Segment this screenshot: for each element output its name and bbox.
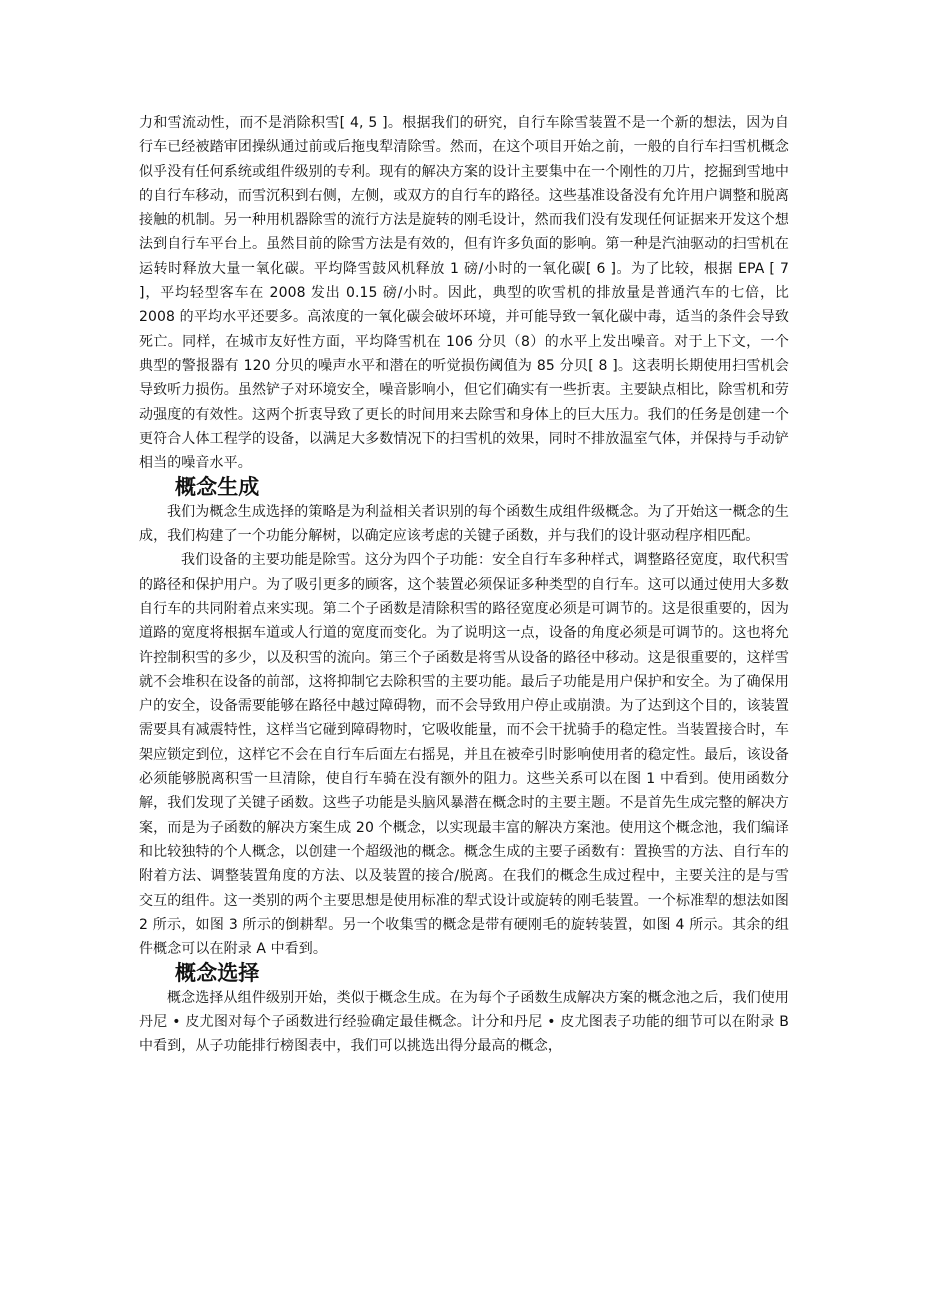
concept-generation-paragraph-2: 我们设备的主要功能是除雪。这分为四个子功能：安全自行车多种样式，调整路径宽度，取代积雪的路径和保护用户。为了吸引更多的顾客，这个装置必须保证多种类型的自行车。这可以通过使用大多数自行车的共同附着点来实现。第二个子函数是清除积雪的路径宽度必须是可调节的。这是很重要的，因为道路的宽度将根据车道或人行道的宽度而变化。为了说明这一点，设备的角度必须是可调节的。这也将允许控制积雪的多少，以及积雪的流向。第三个子函数是将雪从设备的路径中移动。这是很重要的，这样雪就不会堆积在设备的前部，这将抑制它去除积雪的主要功能。最后子功能是用户保护和安全。为了确保用户的安全，设备需要能够在路径中越过障碍物，而不会导致用户停止或崩溃。为了达到这个目的，该装置需要具有减震特性，这样当它碰到障碍物时，它吸收能量，而不会干扰骑手的稳定性。当装置接合时，车架应锁定到位，这样它不会在自行车后面左右摇晃，并且在被牵引时影响使用者的稳定性。最后，该设备必须能够脱离积雪一旦清除，使自行车骑在没有额外的阻力。这些关系可以在图 1 中看到。使用函数分解，我们发现了关键子函数。这些子功能是头脑风暴潜在概念时的主要主题。不是首先生成完整的解决方案，而是为子函数的解决方案生成 20 个概念，以实现最丰富的解决方案池。使用这个概念池，我们编译和比较独特的个人概念，以创建一个超级池的概念。概念生成的主要子函数有：置换雪的方法、自行车的附着方法、调整装置角度的方法、以及装置的接合/脱离。在我们的概念生成过程中，主要关注的是与雪交互的组件。这一类别的两个主要思想是使用标准的犁式设计或旋转的刚毛装置。一个标准犁的想法如图 2 所示，如图 3 所示的倒耕犁。另一个收集雪的概念是带有硬刚毛的旋转装置，如图 4 所示。其余的组件概念可以在附录 A 中看到。 (139, 552, 789, 958)
concept-selection-paragraph-1: 概念选择从组件级别开始，类似于概念生成。在为每个子函数生成解决方案的概念池之后，我们使用丹尼 • 皮尤图对每个子函数进行经验确定最佳概念。计分和丹尼 • 皮尤图表子功能的细节可以在附录 B 中看到，从子功能排行榜图表中，我们可以挑选出得分最高的概念， (139, 989, 789, 1055)
section-heading-concept-generation: 概念生成 (175, 475, 260, 500)
document-body (139, 111, 789, 1059)
concept-generation-paragraph-1: 我们为概念生成选择的策略是为利益相关者识别的每个函数生成组件级概念。为了开始这一概念的生成，我们构建了一个功能分解树，以确定应该考虑的关键子函数，并与我们的设计驱动程序相匹配。 (139, 503, 789, 545)
section-heading-concept-selection: 概念选择 (175, 961, 260, 986)
intro-paragraph: 力和雪流动性，而不是消除积雪[ 4, 5 ]。根据我们的研究，自行车除雪装置不是一个新的想法，因为自行车已经被踏审团操纵通过前或后拖曳犁清除雪。然而，在这个项目开始之前，一般的自行车扫雪机概念似乎没有任何系统或组件级别的专利。现有的解决方案的设计主要集中在一个刚性的刀片，挖掘到雪地中的自行车移动，而雪沉积到右侧，左侧，或双方的自行车的路径。这些基准设备没有允许用户调整和脱离接触的机制。另一种用机器除雪的流行方法是旋转的刚毛设计，然而我们没有发现任何证据来开发这个想法到自行车平台上。虽然目前的除雪方法是有效的，但有许多负面的影响。第一种是汽油驱动的扫雪机在运转时释放大量一氧化碳。平均降雪鼓风机释放 1 磅/小时的一氧化碳[ 6 ]。为了比较，根据 EPA [ 7 ]，平均轻型客车在 2008 发出 0.15 磅/小时。因此，典型的吹雪机的排放量是普通汽车的七倍，比 2008 的平均水平还要多。高浓度的一氧化碳会破坏环境，并可能导致一氧化碳中毒，适当的条件会导致死亡。同样，在城市友好性方面，平均降雪机在 106 分贝（8）的水平上发出噪音。对于上下文，一个典型的警报器有 120 分贝的噪声水平和潜在的听觉损伤阈值为 85 分贝[ 8 ]。这表明长期使用扫雪机会导致听力损伤。虽然铲子对环境安全，噪音影响小，但它们确实有一些折衷。主要缺点相比，除雪机和劳动强度的有效性。这两个折衷导致了更长的时间用来去除雪和身体上的巨大压力。我们的任务是创建一个更符合人体工程学的设备，以满足大多数情况下的扫雪机的效果，同时不排放温室气体，并保持与手动铲相当的噪音水平。 (139, 115, 789, 472)
